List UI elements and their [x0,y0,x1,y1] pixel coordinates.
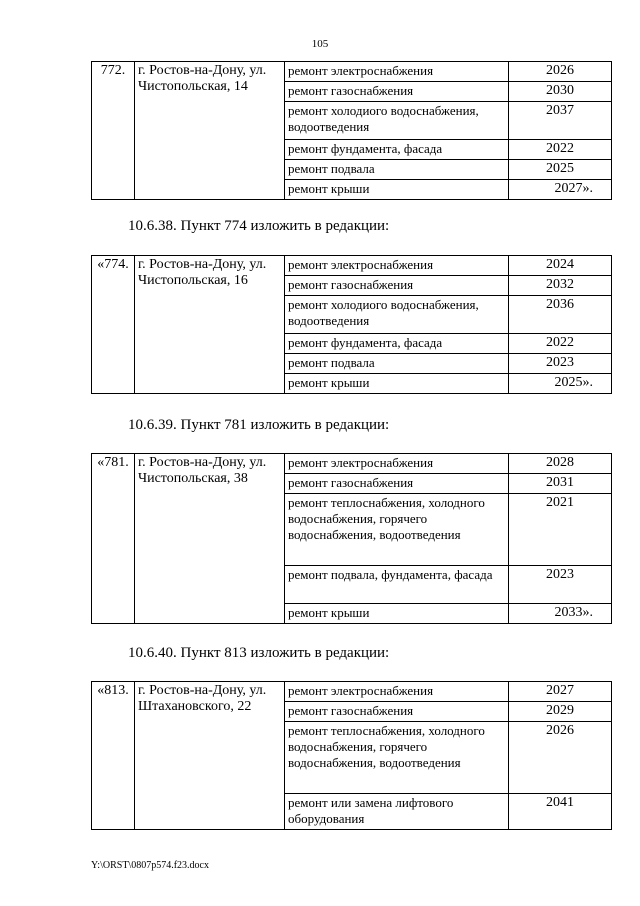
work-type: ремонт фундамента, фасада [285,140,509,160]
work-year: 2025 [509,160,612,180]
work-year: 2031 [509,474,612,494]
table-row [92,454,612,474]
work-type: ремонт газоснабжения [285,702,509,722]
amendment-paragraph: 10.6.39. Пункт 781 изложить в редакции: [128,417,390,433]
work-year: 2027 [509,682,612,702]
table-row [92,62,612,82]
item-number: «781. [92,454,135,624]
work-type: ремонт или замена лифтового оборудования [285,794,509,830]
work-year: 2022 [509,140,612,160]
work-type: ремонт холодиого водоснабжения, водоотведения [285,296,509,334]
work-year: 2027». [509,180,612,200]
work-year: 2023 [509,566,612,604]
register-table-774 [91,255,612,394]
item-address: г. Ростов-на-Дону, ул. Чистопольская, 14 [135,62,285,200]
item-address: г. Ростов-на-Дону, ул. Чистопольская, 16 [135,256,285,394]
work-year: 2026 [509,62,612,82]
table-row [92,682,612,702]
work-type: ремонт крыши [285,604,509,624]
item-address: г. Ростов-на-Дону, ул. Штахановского, 22 [135,682,285,830]
work-type: ремонт фундамента, фасада [285,334,509,354]
work-year: 2023 [509,354,612,374]
item-address: г. Ростов-на-Дону, ул. Чистопольская, 38 [135,454,285,624]
work-type: ремонт теплоснабжения, холодного водоснабжения, горячего водоснабжения, водоотведения [285,494,509,566]
work-type: ремонт электроснабжения [285,256,509,276]
work-year: 2022 [509,334,612,354]
item-number: «774. [92,256,135,394]
work-year: 2030 [509,82,612,102]
work-type: ремонт электроснабжения [285,454,509,474]
work-year: 2025». [509,374,612,394]
amendment-paragraph: 10.6.40. Пункт 813 изложить в редакции: [128,645,390,661]
work-type: ремонт крыши [285,374,509,394]
work-type: ремонт газоснабжения [285,474,509,494]
work-year: 2029 [509,702,612,722]
amendment-paragraph: 10.6.38. Пункт 774 изложить в редакции: [128,218,390,234]
work-year: 2028 [509,454,612,474]
work-type: ремонт газоснабжения [285,276,509,296]
work-year: 2026 [509,722,612,794]
work-type: ремонт подвала, фундамента, фасада [285,566,509,604]
file-path-footer: Y:\ORST\0807p574.f23.docx [91,860,209,871]
work-type: ремонт холодиого водоснабжения, водоотведения [285,102,509,140]
work-type: ремонт электроснабжения [285,62,509,82]
table-row [92,256,612,276]
work-type: ремонт подвала [285,354,509,374]
register-table-772 [91,61,612,200]
work-year: 2032 [509,276,612,296]
page-number: 105 [311,38,329,50]
work-type: ремонт теплоснабжения, холодного водоснабжения, горячего водоснабжения, водоотведения [285,722,509,794]
work-year: 2036 [509,296,612,334]
work-type: ремонт электроснабжения [285,682,509,702]
register-table-781 [91,453,612,624]
work-year: 2041 [509,794,612,830]
item-number: 772. [92,62,135,200]
work-type: ремонт подвала [285,160,509,180]
work-year: 2021 [509,494,612,566]
work-year: 2033». [509,604,612,624]
item-number: «813. [92,682,135,830]
work-year: 2037 [509,102,612,140]
register-table-813 [91,681,612,830]
work-year: 2024 [509,256,612,276]
work-type: ремонт газоснабжения [285,82,509,102]
work-type: ремонт крыши [285,180,509,200]
